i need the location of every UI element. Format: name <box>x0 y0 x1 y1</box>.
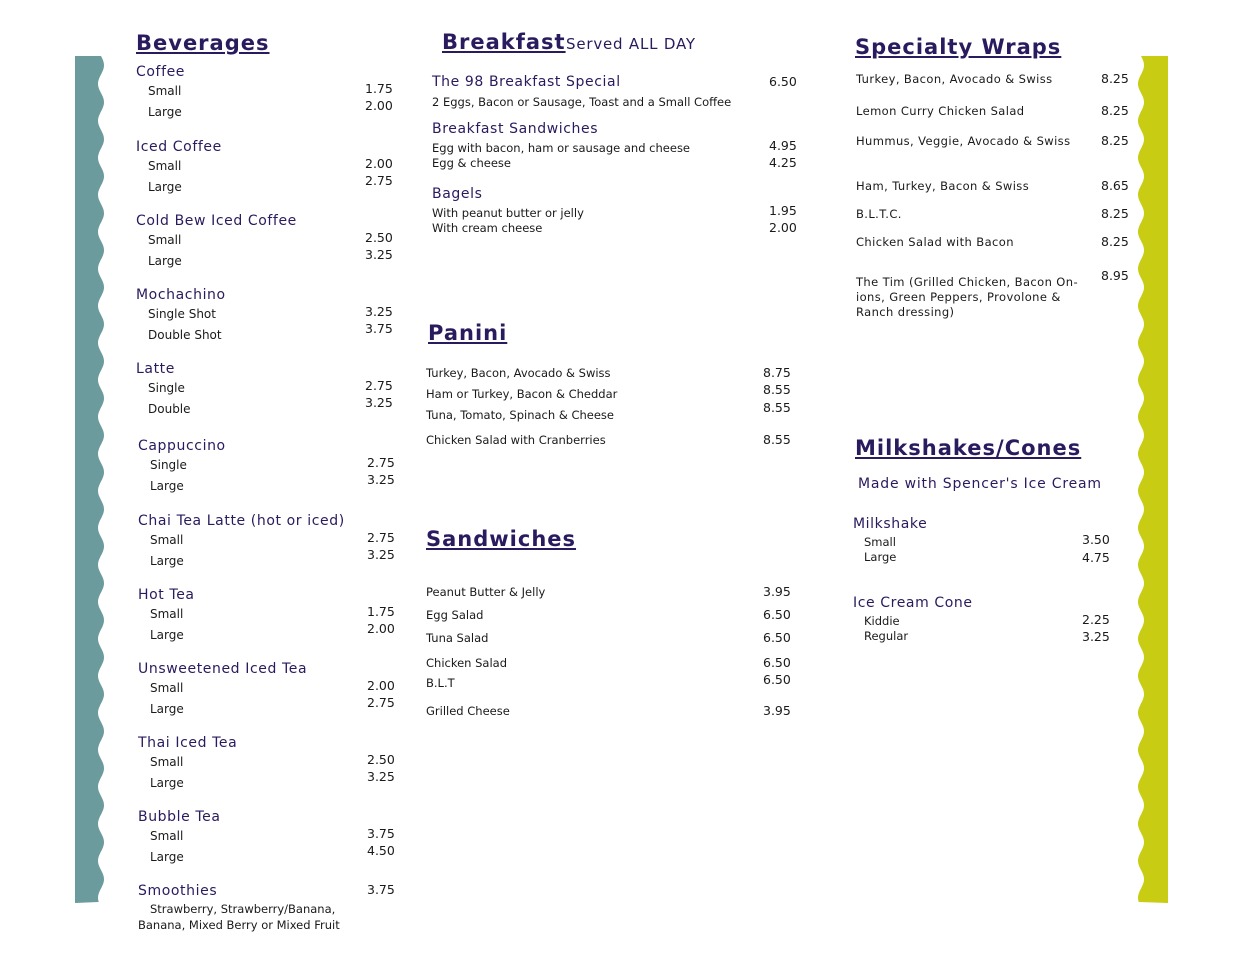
smoothie-flavors: Strawberry, Strawberry/Banana, <box>150 902 336 916</box>
size-label: Large <box>150 776 184 790</box>
size-label: Small <box>150 829 184 843</box>
price: 2.75 <box>367 455 395 470</box>
item-label: Chicken Salad <box>426 656 507 670</box>
size-label: Small <box>148 84 182 98</box>
size-label: Small <box>150 755 184 769</box>
price: 8.75 <box>763 365 791 380</box>
price: 6.50 <box>769 74 797 89</box>
price: 2.75 <box>365 378 393 393</box>
item-name: Breakfast Sandwiches <box>432 121 599 137</box>
price: 2.75 <box>367 695 395 710</box>
item-name: The 98 Breakfast Special <box>432 74 621 90</box>
price: 3.25 <box>365 247 393 262</box>
price: 8.65 <box>1101 178 1129 193</box>
milkshakes-subtitle: Made with Spencer's Ice Cream <box>858 476 1102 492</box>
size-label: Large <box>864 550 897 564</box>
item-label: ions, Green Peppers, Provolone & <box>856 290 1061 304</box>
item-label: Turkey, Bacon, Avocado & Swiss <box>856 72 1053 86</box>
price: 3.75 <box>367 826 395 841</box>
price: 8.55 <box>763 400 791 415</box>
price: 2.00 <box>769 220 797 235</box>
panini-title: Panini <box>428 321 508 345</box>
size-label: Large <box>148 180 182 194</box>
sandwiches-title: Sandwiches <box>426 527 577 551</box>
price: 3.50 <box>1082 532 1110 547</box>
item-label: Ham or Turkey, Bacon & Cheddar <box>426 387 618 401</box>
beverage-name: Cold Bew Iced Coffee <box>136 213 297 229</box>
price: 2.50 <box>367 752 395 767</box>
item-label: With peanut butter or jelly <box>432 206 584 220</box>
beverage-name: Latte <box>136 361 175 377</box>
size-label: Small <box>148 159 182 173</box>
right-wavy-band <box>1138 56 1168 903</box>
item-label: Turkey, Bacon, Avocado & Swiss <box>426 366 611 380</box>
price: 1.75 <box>365 81 393 96</box>
item-label: Ham, Turkey, Bacon & Swiss <box>856 179 1030 193</box>
price: 8.25 <box>1101 71 1129 86</box>
milkshakes-title: Milkshakes/Cones <box>855 436 1082 460</box>
price: 2.50 <box>365 230 393 245</box>
price: 2.00 <box>365 98 393 113</box>
size-label: Kiddie <box>864 614 900 628</box>
item-label: Ranch dressing) <box>856 305 955 319</box>
beverage-name: Cappuccino <box>138 438 226 454</box>
price: 4.95 <box>769 138 797 153</box>
size-label: Large <box>150 479 184 493</box>
item-label: Egg with bacon, ham or sausage and cheese <box>432 141 691 155</box>
size-label: Large <box>148 105 182 119</box>
beverage-name: Iced Coffee <box>136 139 222 155</box>
price: 3.25 <box>365 395 393 410</box>
size-label: Small <box>864 535 896 549</box>
price: 2.75 <box>367 530 395 545</box>
left-wavy-band <box>75 56 104 903</box>
item-label: Tuna, Tomato, Spinach & Cheese <box>426 408 614 422</box>
beverage-name: Thai Iced Tea <box>138 735 238 751</box>
smoothie-flavors: Banana, Mixed Berry or Mixed Fruit <box>138 918 340 932</box>
size-label: Large <box>148 254 182 268</box>
price: 3.25 <box>367 472 395 487</box>
size-label: Large <box>150 702 184 716</box>
size-label: Large <box>150 554 184 568</box>
size-label: Single Shot <box>148 307 216 321</box>
size-label: Single <box>150 458 187 472</box>
item-label: Chicken Salad with Bacon <box>856 235 1014 249</box>
item-description: 2 Eggs, Bacon or Sausage, Toast and a Small Coffee <box>432 95 732 109</box>
price: 3.25 <box>367 769 395 784</box>
price: 6.50 <box>763 630 791 645</box>
beverage-name: Bubble Tea <box>138 809 221 825</box>
size-label: Regular <box>864 629 909 643</box>
price: 1.95 <box>769 203 797 218</box>
price: 4.25 <box>769 155 797 170</box>
beverage-name: Chai Tea Latte (hot or iced) <box>138 513 345 529</box>
item-label: Egg Salad <box>426 608 484 622</box>
price: 2.25 <box>1082 612 1110 627</box>
item-label: Grilled Cheese <box>426 704 510 718</box>
beverage-name: Mochachino <box>136 287 226 303</box>
item-label: Lemon Curry Chicken Salad <box>856 104 1025 118</box>
breakfast-title: Breakfast <box>442 30 566 54</box>
item-label: Peanut Butter & Jelly <box>426 585 546 599</box>
item-label: Hummus, Veggie, Avocado & Swiss <box>856 134 1071 148</box>
price: 3.95 <box>763 703 791 718</box>
price: 6.50 <box>763 655 791 670</box>
size-label: Double <box>148 402 191 416</box>
price: 4.75 <box>1082 550 1110 565</box>
price: 2.75 <box>365 173 393 188</box>
size-label: Small <box>150 607 184 621</box>
item-name: Bagels <box>432 186 483 202</box>
wraps-title: Specialty Wraps <box>855 35 1062 59</box>
size-label: Large <box>150 850 184 864</box>
size-label: Small <box>150 533 184 547</box>
price: 8.55 <box>763 432 791 447</box>
item-name: Milkshake <box>853 516 928 532</box>
price: 6.50 <box>763 672 791 687</box>
item-label: Egg & cheese <box>432 156 511 170</box>
beverage-name: Hot Tea <box>138 587 195 603</box>
price: 3.25 <box>365 304 393 319</box>
size-label: Single <box>148 381 185 395</box>
price: 4.50 <box>367 843 395 858</box>
beverages-title: Beverages <box>136 31 270 55</box>
price: 3.75 <box>365 321 393 336</box>
beverage-name: Smoothies <box>138 883 218 899</box>
price: 6.50 <box>763 607 791 622</box>
item-label: B.L.T.C. <box>856 207 902 221</box>
price: 3.25 <box>1082 629 1110 644</box>
size-label: Small <box>148 233 182 247</box>
price: 1.75 <box>367 604 395 619</box>
beverage-name: Unsweetened Iced Tea <box>138 661 308 677</box>
price: 8.55 <box>763 382 791 397</box>
size-label: Small <box>150 681 184 695</box>
item-label: Chicken Salad with Cranberries <box>426 433 606 447</box>
price: 3.95 <box>763 584 791 599</box>
price: 8.25 <box>1101 103 1129 118</box>
item-label: The Tim (Grilled Chicken, Bacon On- <box>856 275 1078 289</box>
price: 8.25 <box>1101 206 1129 221</box>
beverage-name: Coffee <box>136 64 186 80</box>
size-label: Large <box>150 628 184 642</box>
item-label: B.L.T <box>426 676 455 690</box>
size-label: Double Shot <box>148 328 222 342</box>
price: 8.25 <box>1101 133 1129 148</box>
price: 3.25 <box>367 547 395 562</box>
price: 8.25 <box>1101 234 1129 249</box>
price: 2.00 <box>365 156 393 171</box>
price: 3.75 <box>367 882 395 897</box>
price: 8.95 <box>1101 268 1129 283</box>
price: 2.00 <box>367 678 395 693</box>
breakfast-subtitle: Served ALL DAY <box>566 35 696 53</box>
item-name: Ice Cream Cone <box>853 595 973 611</box>
item-label: With cream cheese <box>432 221 543 235</box>
item-label: Tuna Salad <box>426 631 489 645</box>
price: 2.00 <box>367 621 395 636</box>
